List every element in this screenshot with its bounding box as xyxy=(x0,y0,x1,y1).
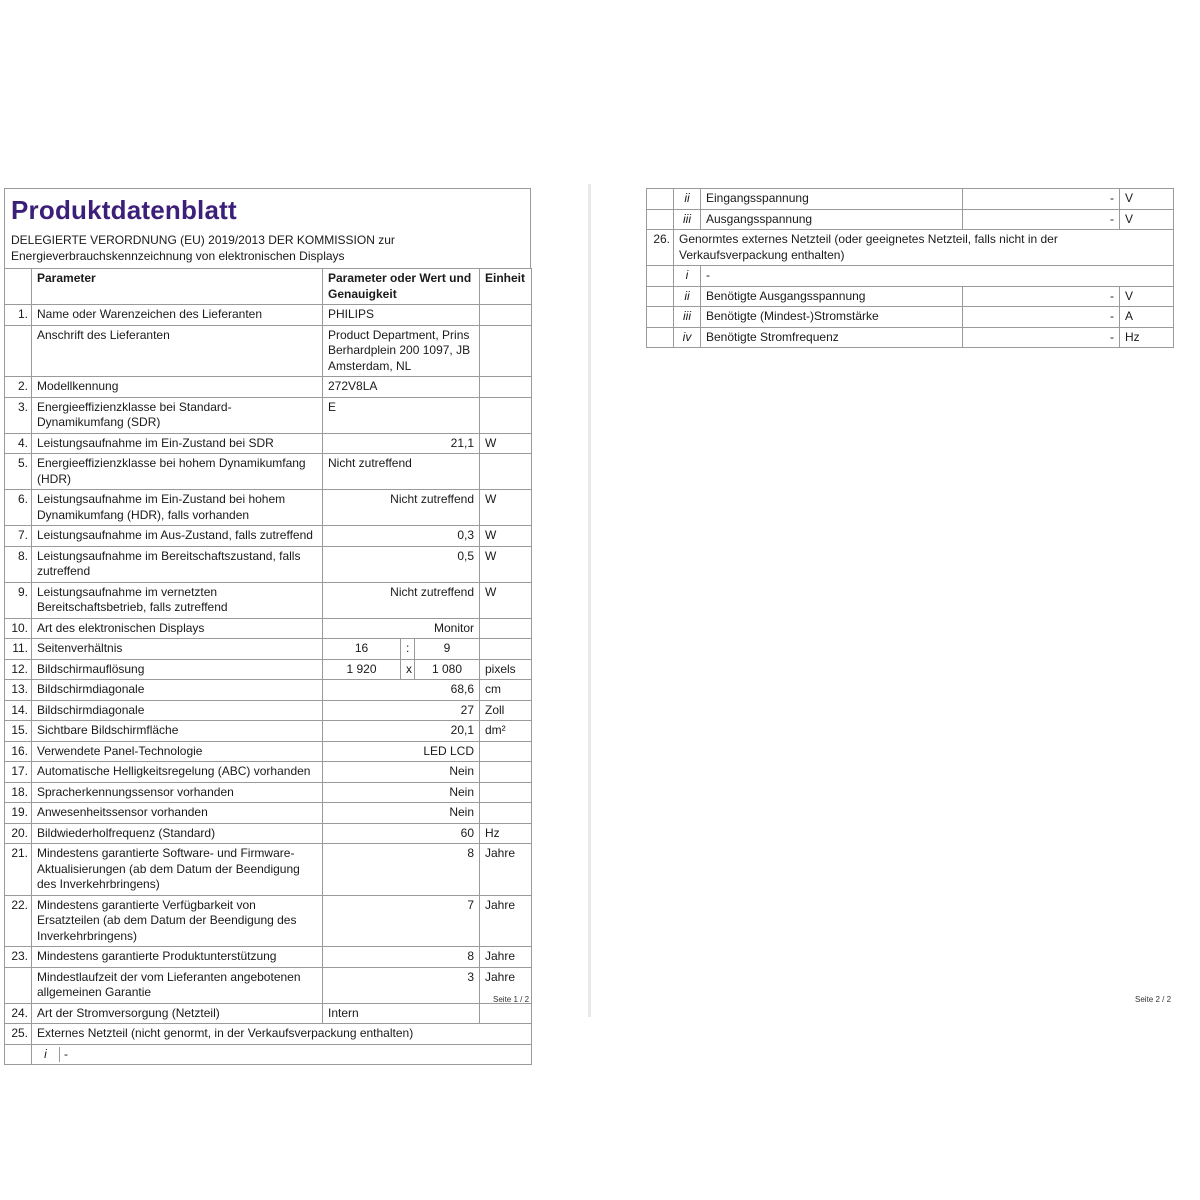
row-parameter: Leistungsaufnahme im Bereitschaftszustand, falls zutreffend xyxy=(32,546,323,582)
row-parameter: Energieeffizienzklasse bei hohem Dynamikumfang (HDR) xyxy=(32,454,323,490)
row-parameter: Eingangsspannung xyxy=(701,189,963,210)
row-unit xyxy=(480,618,532,639)
row-number: 17. xyxy=(5,762,32,783)
document-subtitle-line-2: Energieverbrauchskennzeichnung von elektronischen Displays xyxy=(11,249,345,263)
page-1-footer: Seite 1 / 2 xyxy=(493,995,530,1004)
header-number-cell xyxy=(5,269,32,305)
row-unit: V xyxy=(1120,286,1174,307)
row-value: Product Department, Prins Berhardplein 200 1097, JB Amsterdam, NL xyxy=(323,325,480,377)
row-value-2: 9 xyxy=(415,639,480,660)
row-unit xyxy=(480,762,532,783)
row-value: 3 xyxy=(323,967,480,1003)
row-unit: dm² xyxy=(480,721,532,742)
row-roman: ii xyxy=(674,286,701,307)
row-value-2: 1 080 xyxy=(415,659,480,680)
row-value: 68,6 xyxy=(323,680,480,701)
row-value-separator: : xyxy=(401,639,415,660)
table-row xyxy=(5,490,532,526)
table-row xyxy=(647,230,1174,266)
table-header-row xyxy=(5,269,532,305)
row-number xyxy=(5,325,32,377)
row-value: Nein xyxy=(323,782,480,803)
row-parameter: Name oder Warenzeichen des Lieferanten xyxy=(32,305,323,326)
row-parameter: Energieeffizienzklasse bei Standard-Dynamikumfang (SDR) xyxy=(32,397,323,433)
row-number: 14. xyxy=(5,700,32,721)
row-number: 8. xyxy=(5,546,32,582)
table-row xyxy=(5,659,532,680)
row-roman: i xyxy=(674,266,701,287)
row-value: Nein xyxy=(323,762,480,783)
row-value: 0,3 xyxy=(323,526,480,547)
row-value: Nicht zutreffend xyxy=(323,454,480,490)
row-roman: iv xyxy=(674,327,701,348)
row-value: E xyxy=(323,397,480,433)
row-value: Nicht zutreffend xyxy=(323,582,480,618)
row-unit xyxy=(480,454,532,490)
row-parameter: Verwendete Panel-Technologie xyxy=(32,741,323,762)
row-value: 8 xyxy=(323,844,480,896)
row-number: 16. xyxy=(5,741,32,762)
row-value: 27 xyxy=(323,700,480,721)
row-unit: Hz xyxy=(1120,327,1174,348)
row-value: - xyxy=(963,209,1120,230)
table-row xyxy=(647,286,1174,307)
row-unit: pixels xyxy=(480,659,532,680)
row-unit xyxy=(480,741,532,762)
table-row xyxy=(5,454,532,490)
row-parameter: - xyxy=(64,1046,68,1061)
row-parameter: Mindestens garantierte Software- und Firmware-Aktualisierungen (ab dem Datum der Beendigung des Inverkehrbringens) xyxy=(32,844,323,896)
row-parameter: Art des elektronischen Displays xyxy=(32,618,323,639)
table-row xyxy=(5,305,532,326)
row-number: 22. xyxy=(5,895,32,947)
row-value: PHILIPS xyxy=(323,305,480,326)
row-number xyxy=(5,1044,32,1065)
row-unit xyxy=(480,397,532,433)
page-1 xyxy=(4,188,531,1065)
row-value: 20,1 xyxy=(323,721,480,742)
row-parameter: Leistungsaufnahme im vernetzten Bereitschaftsbetrieb, falls zutreffend xyxy=(32,582,323,618)
row-parameter: Mindestens garantierte Produktunterstützung xyxy=(32,947,323,968)
row-parameter: Leistungsaufnahme im Ein-Zustand bei SDR xyxy=(32,433,323,454)
row-value: - xyxy=(963,327,1120,348)
row-value: - xyxy=(963,189,1120,210)
row-parameter: Externes Netzteil (nicht genormt, in der Verkaufsverpackung enthalten) xyxy=(32,1024,532,1045)
table-row xyxy=(5,782,532,803)
row-unit xyxy=(480,377,532,398)
row-unit: V xyxy=(1120,189,1174,210)
row-unit: V xyxy=(1120,209,1174,230)
row-unit xyxy=(480,325,532,377)
table-row xyxy=(5,680,532,701)
row-unit xyxy=(480,639,532,660)
row-value: Nein xyxy=(323,803,480,824)
row-number: 26. xyxy=(647,230,674,266)
row-value-1: 16 xyxy=(323,639,401,660)
row-value: 21,1 xyxy=(323,433,480,454)
row-unit xyxy=(480,803,532,824)
row-parameter: Seitenverhältnis xyxy=(32,639,323,660)
row-parameter: Bildwiederholfrequenz (Standard) xyxy=(32,823,323,844)
table-row xyxy=(5,895,532,947)
row-unit: Zoll xyxy=(480,700,532,721)
table-row xyxy=(5,1044,532,1065)
row-unit xyxy=(480,782,532,803)
page-divider xyxy=(588,184,591,1017)
table-row xyxy=(5,967,532,1003)
row-unit: W xyxy=(480,433,532,454)
row-value: 272V8LA xyxy=(323,377,480,398)
row-number xyxy=(647,286,674,307)
row-value: Nicht zutreffend xyxy=(323,490,480,526)
row-roman: iii xyxy=(674,307,701,328)
document-header xyxy=(4,188,531,268)
table-row xyxy=(5,397,532,433)
row-unit: Jahre xyxy=(480,844,532,896)
table-row xyxy=(5,844,532,896)
row-unit xyxy=(480,305,532,326)
row-parameter: Ausgangsspannung xyxy=(701,209,963,230)
row-number: 12. xyxy=(5,659,32,680)
header-unit: Einheit xyxy=(480,269,532,305)
row-value: 8 xyxy=(323,947,480,968)
row-value: LED LCD xyxy=(323,741,480,762)
row-number: 7. xyxy=(5,526,32,547)
row-parameter: Benötigte (Mindest-)Stromstärke xyxy=(701,307,963,328)
row-parameter: Automatische Helligkeitsregelung (ABC) vorhanden xyxy=(32,762,323,783)
table-row xyxy=(5,721,532,742)
row-subitem xyxy=(32,1044,532,1065)
table-row xyxy=(647,189,1174,210)
table-row xyxy=(5,433,532,454)
table-row xyxy=(5,700,532,721)
row-value: - xyxy=(963,307,1120,328)
row-value: 7 xyxy=(323,895,480,947)
row-value: 0,5 xyxy=(323,546,480,582)
row-number xyxy=(647,266,674,287)
row-parameter: Benötigte Stromfrequenz xyxy=(701,327,963,348)
header-value: Parameter oder Wert und Genauigkeit xyxy=(323,269,480,305)
table-row xyxy=(5,741,532,762)
row-parameter: Sichtbare Bildschirmfläche xyxy=(32,721,323,742)
row-roman: i xyxy=(32,1047,60,1063)
table-row xyxy=(5,1003,532,1024)
row-number: 24. xyxy=(5,1003,32,1024)
row-number xyxy=(647,307,674,328)
row-number xyxy=(647,327,674,348)
table-row xyxy=(5,639,532,660)
row-value: - xyxy=(963,286,1120,307)
row-unit: W xyxy=(480,526,532,547)
row-value: Monitor xyxy=(323,618,480,639)
table-row xyxy=(5,618,532,639)
row-parameter: Bildschirmdiagonale xyxy=(32,680,323,701)
row-parameter: Anschrift des Lieferanten xyxy=(32,325,323,377)
table-row xyxy=(647,209,1174,230)
row-number xyxy=(647,189,674,210)
row-number: 5. xyxy=(5,454,32,490)
row-unit: W xyxy=(480,582,532,618)
product-data-table xyxy=(4,268,532,1065)
row-unit: Jahre xyxy=(480,947,532,968)
row-unit: Hz xyxy=(480,823,532,844)
row-number: 18. xyxy=(5,782,32,803)
table-row xyxy=(647,307,1174,328)
row-value-1: 1 920 xyxy=(323,659,401,680)
row-parameter: Mindestens garantierte Verfügbarkeit von Ersatzteilen (ab dem Datum der Beendigung des Inverkehrbringens) xyxy=(32,895,323,947)
product-data-table-continued xyxy=(646,188,1174,348)
document-subtitle-line-1: DELEGIERTE VERORDNUNG (EU) 2019/2013 DER KOMMISSION zur xyxy=(11,233,395,247)
row-number: 10. xyxy=(5,618,32,639)
row-value: 60 xyxy=(323,823,480,844)
page-2 xyxy=(646,188,1173,348)
row-parameter: - xyxy=(701,266,1174,287)
row-number: 23. xyxy=(5,947,32,968)
row-parameter: Bildschirmauflösung xyxy=(32,659,323,680)
row-parameter: Leistungsaufnahme im Ein-Zustand bei hohem Dynamikumfang (HDR), falls vorhanden xyxy=(32,490,323,526)
row-parameter: Benötigte Ausgangsspannung xyxy=(701,286,963,307)
row-parameter: Bildschirmdiagonale xyxy=(32,700,323,721)
row-parameter: Leistungsaufnahme im Aus-Zustand, falls zutreffend xyxy=(32,526,323,547)
row-parameter: Spracherkennungssensor vorhanden xyxy=(32,782,323,803)
table-row xyxy=(647,327,1174,348)
row-number: 25. xyxy=(5,1024,32,1045)
table-row xyxy=(5,546,532,582)
table-row xyxy=(5,762,532,783)
table-row xyxy=(5,582,532,618)
header-parameter: Parameter xyxy=(32,269,323,305)
row-number: 13. xyxy=(5,680,32,701)
row-unit: Jahre xyxy=(480,895,532,947)
row-parameter: Anwesenheitssensor vorhanden xyxy=(32,803,323,824)
row-number: 6. xyxy=(5,490,32,526)
row-parameter: Genormtes externes Netzteil (oder geeignetes Netzteil, falls nicht in der Verkaufsverpackung enthalten) xyxy=(674,230,1174,266)
row-unit: W xyxy=(480,546,532,582)
row-number: 15. xyxy=(5,721,32,742)
row-number: 20. xyxy=(5,823,32,844)
row-number xyxy=(647,209,674,230)
document-title: Produktdatenblatt xyxy=(11,195,237,225)
row-number: 11. xyxy=(5,639,32,660)
row-number: 3. xyxy=(5,397,32,433)
row-number: 2. xyxy=(5,377,32,398)
table-row xyxy=(5,803,532,824)
table-row xyxy=(5,325,532,377)
row-value-separator: x xyxy=(401,659,415,680)
row-parameter: Modellkennung xyxy=(32,377,323,398)
row-number: 9. xyxy=(5,582,32,618)
row-number: 4. xyxy=(5,433,32,454)
row-number xyxy=(5,967,32,1003)
row-unit: cm xyxy=(480,680,532,701)
table-row xyxy=(5,823,532,844)
page-2-footer: Seite 2 / 2 xyxy=(1135,995,1172,1004)
row-unit: Jahre xyxy=(480,967,532,1003)
row-unit: W xyxy=(480,490,532,526)
table-row xyxy=(5,947,532,968)
row-number: 21. xyxy=(5,844,32,896)
row-roman: ii xyxy=(674,189,701,210)
row-parameter: Art der Stromversorgung (Netzteil) xyxy=(32,1003,323,1024)
table-row xyxy=(5,526,532,547)
table-row xyxy=(5,377,532,398)
row-number: 19. xyxy=(5,803,32,824)
row-unit: A xyxy=(1120,307,1174,328)
row-unit xyxy=(480,1003,532,1024)
table-row xyxy=(647,266,1174,287)
row-value: Intern xyxy=(323,1003,480,1024)
row-parameter: Mindestlaufzeit der vom Lieferanten angebotenen allgemeinen Garantie xyxy=(32,967,323,1003)
table-row xyxy=(5,1024,532,1045)
row-roman: iii xyxy=(674,209,701,230)
row-number: 1. xyxy=(5,305,32,326)
